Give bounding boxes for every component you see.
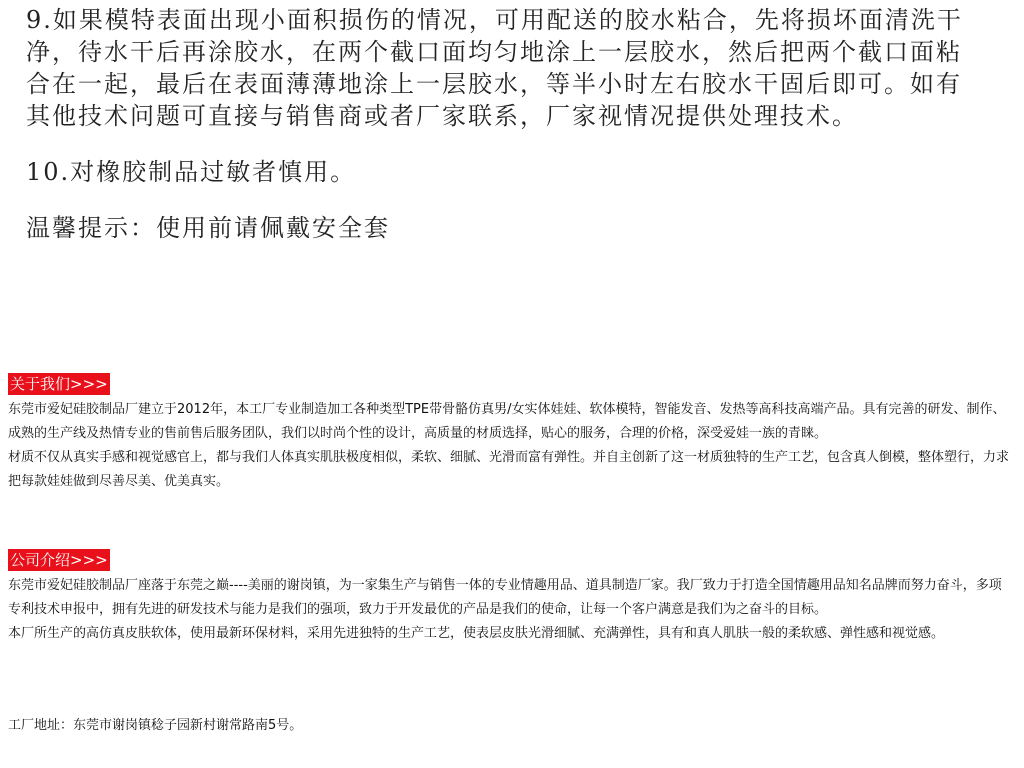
spacer	[26, 188, 986, 212]
factory-address: 工厂地址：东莞市谢岗镇稔子园新村谢常路南5号。	[8, 718, 303, 733]
company-intro-paragraph-2: 本厂所生产的高仿真皮肤软体，使用最新环保材料，采用先进独特的生产工艺，使表层皮肤光滑细腻、充满弹性，具有和真人肌肤一般的柔软感、弹性感和视觉感。	[8, 626, 945, 641]
usage-notes	[26, 4, 986, 244]
spacer	[26, 132, 986, 156]
company-intro-paragraph-1: 东莞市爱妃硅胶制品厂座落于东莞之巅----美丽的谢岗镇，为一家集生产与销售一体的专业情趣用品、道具制造厂家。我厂致力于打造全国情趣用品知名品牌而努力奋斗，多项专利技术申报中，拥有先进的研发技术与能力是我们的强项，致力于开发最优的产品是我们的使命，让每一个客户满意是我们为之奋斗的目标。	[8, 578, 1002, 617]
about-us-paragraph-2: 材质不仅从真实手感和视觉感官上，都与我们人体真实肌肤极度相似，柔软、细腻、光滑而富有弹性。并自主创新了这一材质独特的生产工艺，包含真人倒模，整体塑行，力求把每款娃娃做到尽善尽美、优美真实。	[8, 450, 1010, 489]
company-intro-tag: 公司介绍>>>	[10, 551, 108, 569]
about-us-tag: 关于我们>>>	[10, 375, 108, 393]
note-item-10: 10.对橡胶制品过敏者慎用。	[26, 158, 357, 186]
warm-tip: 温馨提示：使用前请佩戴安全套	[26, 214, 390, 242]
company-intro-section	[8, 549, 1014, 646]
about-us-paragraph-1: 东莞市爱妃硅胶制品厂建立于2012年，本工厂专业制造加工各种类型TPE带骨骼仿真男/女实体娃娃、软体模特，智能发音、发热等高科技高端产品。具有完善的研发、制作、成熟的生产线及热情专业的售前售后服务团队，我们以时尚个性的设计，高质量的材质选择，贴心的服务，合理的价格，深受爱娃一族的青睐。	[8, 402, 1006, 441]
note-item-9: 9.如果模特表面出现小面积损伤的情况，可用配送的胶水粘合，先将损坏面清洗干净，待水干后再涂胶水，在两个截口面均匀地涂上一层胶水，然后把两个截口面粘合在一起，最后在表面薄薄地涂上一层胶水，等半小时左右胶水干固后即可。如有其他技术问题可直接与销售商或者厂家联系，厂家视情况提供处理技术。	[26, 6, 963, 130]
about-us-section	[8, 373, 1014, 494]
